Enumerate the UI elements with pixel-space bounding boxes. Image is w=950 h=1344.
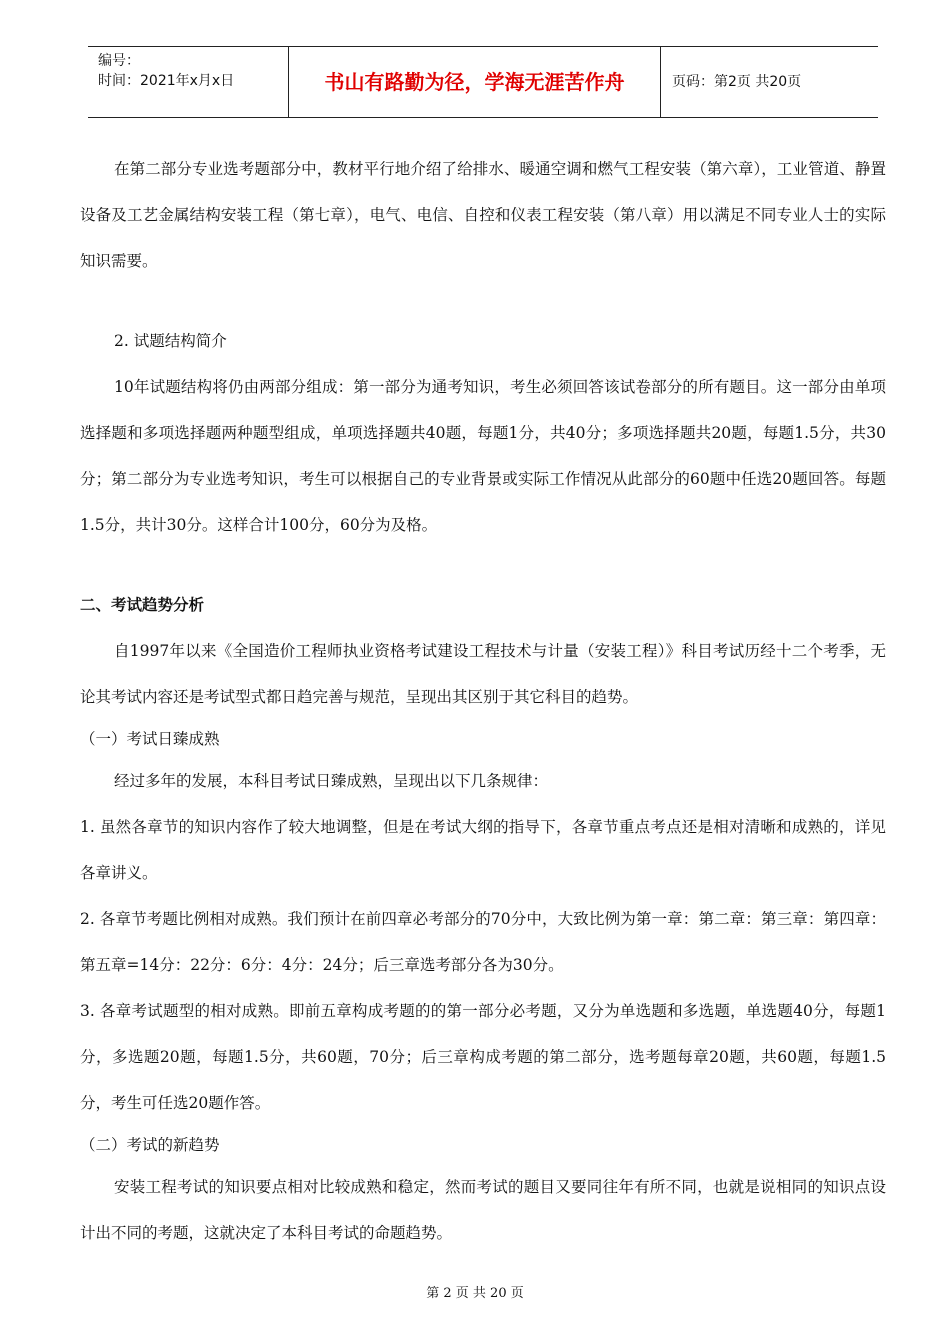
paragraph: 安装工程考试的知识要点相对比较成熟和稳定，然而考试的题目又要同往年有所不同，也就是说相同的知识点设计出不同的考题，这就决定了本科目考试的命题趋势。 — [80, 1178, 886, 1242]
subheading-mature: （一）考试日臻成熟 — [80, 730, 220, 748]
number-label: 编号： — [98, 53, 140, 69]
paragraph: 自1997年以来《全国造价工程师执业资格考试建设工程技术与计量（安装工程）》科目考试历经十二个考季，无论其考试内容还是考试型式都日趋完善与规范，呈现出其区别于其它科目的趋势。 — [80, 642, 886, 706]
document-body — [80, 146, 886, 1256]
section-heading-trends: 二、考试趋势分析 — [80, 595, 205, 614]
list-item: 2. 各章节考题比例相对成熟。我们预计在前四章必考部分的70分中，大致比例为第一章：第二章：第三章：第四章：第五章=14分：22分：6分：4分：24分；后三章选考部分各为30分。 — [80, 910, 886, 974]
header-meta — [98, 51, 234, 91]
page-header — [88, 46, 878, 118]
subheading-new-trends: （二）考试的新趋势 — [80, 1136, 220, 1154]
time-label: 时间：2021年x月x日 — [98, 73, 235, 89]
paragraph: 在第二部分专业选考题部分中，教材平行地介绍了给排水、暖通空调和燃气工程安装（第六章），工业管道、静置设备及工艺金属结构安装工程（第七章），电气、电信、自控和仪表工程安装（第八章）用以满足不同专业人士的实际知识需要。 — [80, 160, 886, 270]
heading-test-structure: 2. 试题结构简介 — [114, 332, 227, 350]
header-page-info: 页码：第2页 共20页 — [672, 74, 802, 90]
page-footer: 第 2 页 共 20 页 — [426, 1286, 524, 1301]
paragraph: 经过多年的发展，本科目考试日臻成熟，呈现出以下几条规律： — [114, 772, 549, 790]
paragraph: 10年试题结构将仍由两部分组成：第一部分为通考知识，考生必须回答该试卷部分的所有题目。这一部分由单项选择题和多项选择题两种题型组成，单项选择题共40题，每题1分，共40分；多项选择题共20题，每题1.5分，共30分；第二部分为专业选考知识，考生可以根据自己的专业背景或实际工作情况从此部分的60题中任选20题回答。每题1.5分，共计30分。这样合计100分，60分为及格。 — [80, 378, 886, 534]
header-motto: 书山有路勤为径，学海无涯苦作舟 — [324, 70, 625, 94]
header-divider — [660, 47, 661, 117]
list-item: 3. 各章考试题型的相对成熟。即前五章构成考题的的第一部分必考题，又分为单选题和多选题，单选题40分，每题1分，多选题20题，每题1.5分，共60题，70分；后三章构成考题的第二部分，选考题每章20题，共60题，每题1.5分，考生可任选20题作答。 — [80, 1002, 886, 1112]
list-item: 1. 虽然各章节的知识内容作了较大地调整，但是在考试大纲的指导下，各章节重点考点还是相对清晰和成熟的，详见各章讲义。 — [80, 818, 886, 882]
